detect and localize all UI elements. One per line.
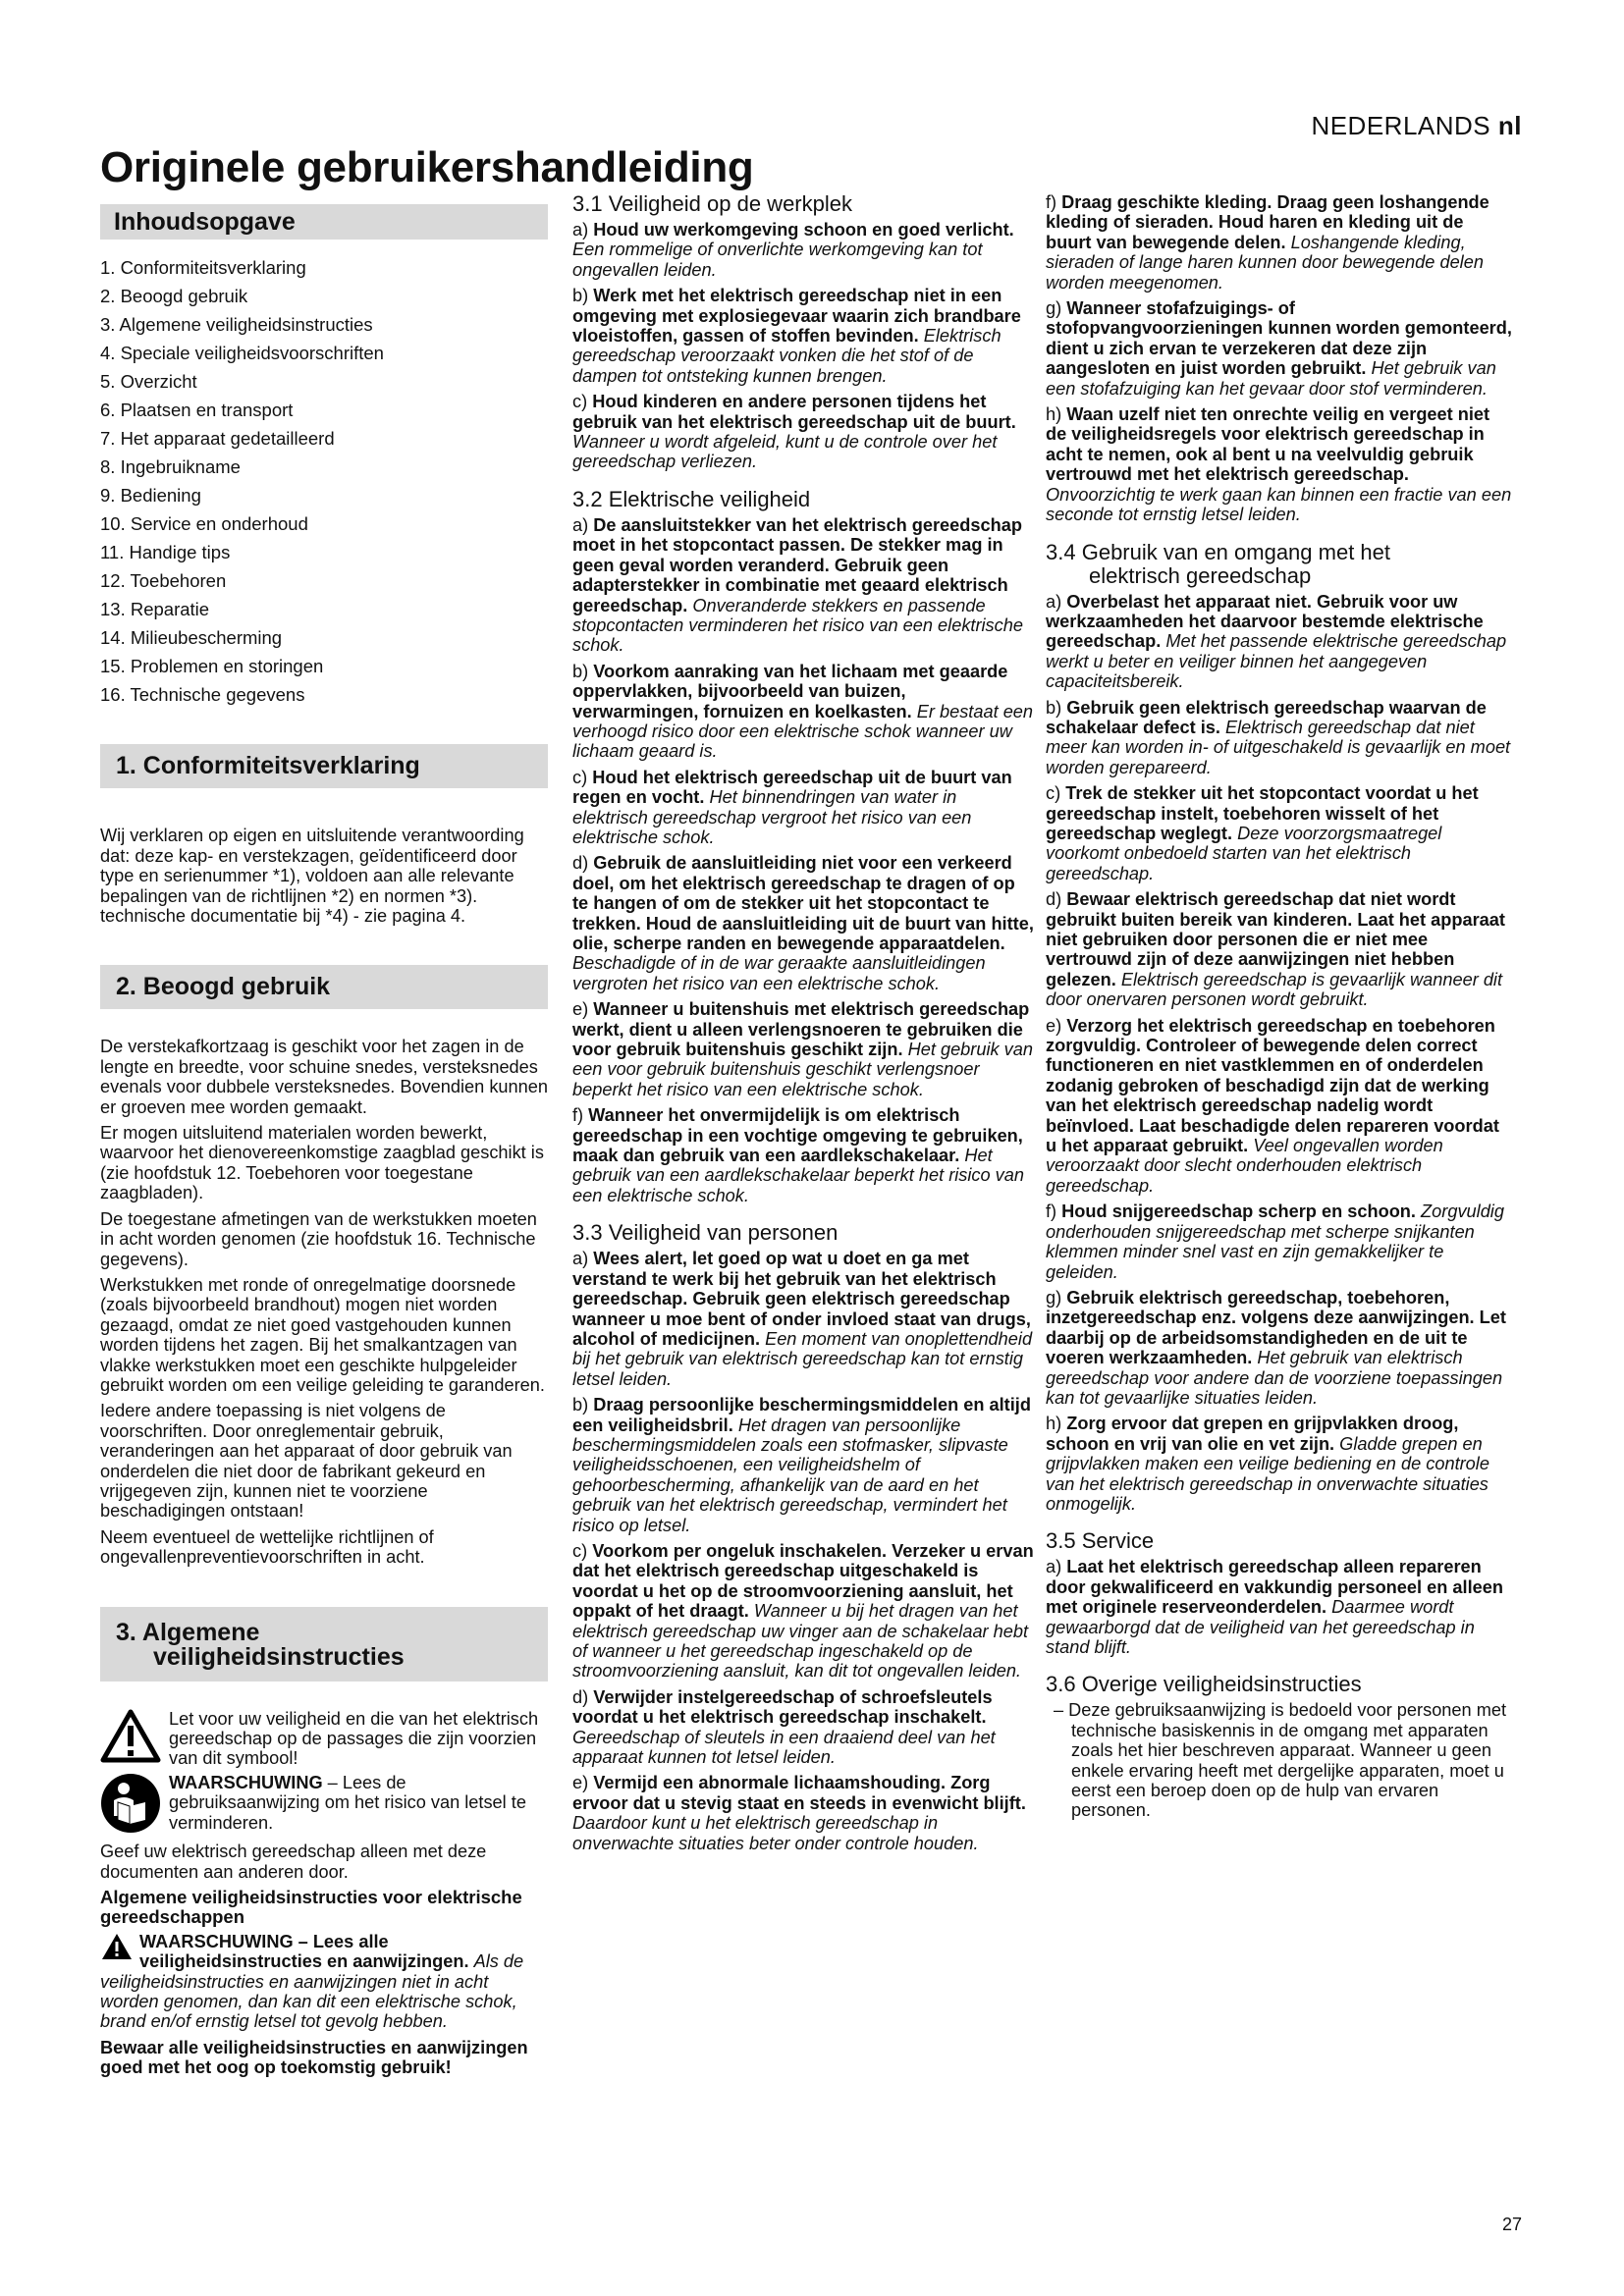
section-2-p4: Werkstukken met ronde of onregelmatige doorsnede (zoals bijvoorbeeld brandhout) mogen niet worden gezaagd, omdat ze niet goed vastgehouden kunnen worden tijdens het zagen. Bij het smalkantzagen van vlakke werkstukken moet een geschikte hulpgeleider gebruikt worden om een veilige geleiding te garanderen.	[100, 1274, 545, 1395]
column-2	[572, 192, 1034, 1859]
toc-item[interactable]: 14. Milieubescherming	[100, 627, 283, 649]
toc-item[interactable]: 13. Reparatie	[100, 599, 210, 620]
s32-a: a) De aansluitstekker van het elektrisch gereedschap moet in het stopcontact passen. De stekker mag in geen geval worden veranderd. Gebruik geen adapterstekker in combinatie met geaard elektrisch gereedschap. Onveranderde stekkers en passende stopcontacten verminderen het risico van een elektrische schok.	[572, 514, 1023, 656]
section-3-heading: 3. Algemene veiligheidsinstructies	[100, 1607, 548, 1682]
s34-a: a) Overbelast het apparaat niet. Gebruik voor uw werkzaamheden het daarvoor bestemde elektrische gereedschap. Met het passende elektrische gereedschap werkt u beter en veiliger binnen het aangegeven capaciteitsbereik.	[1046, 591, 1507, 692]
toc-item[interactable]: 11. Handige tips	[100, 542, 231, 563]
warning-note-3: WAARSCHUWING – Lees alle veiligheidsinstructies en aanwijzingen. Als de veiligheidsinstructies en aanwijzingen niet in acht worden genomen, dan kan dit een elektrische schok, brand en/of ernstig letsel tot gevolg hebben.	[100, 1931, 524, 2032]
column-1	[100, 192, 548, 2084]
section-1-text: Wij verklaren op eigen en uitsluitende verantwoording dat: deze kap- en verstekzagen, geïdentificeerd door type en serienummer *1), voldoen aan alle relevante bepalingen van de richtlijnen *2) en normen *3). technische documentatie bij *4) - zie pagina 4.	[100, 826, 524, 927]
section-3-final: Bewaar alle veiligheidsinstructies en aanwijzingen goed met het oog op toekomstig gebruik!	[100, 2037, 528, 2078]
toc-item[interactable]: 6. Plaatsen en transport	[100, 400, 294, 421]
s34-h: h) Zorg ervoor dat grepen en grijpvlakken droog, schoon en vrij van olie en vet zijn. Gladde grepen en grijpvlakken maken een veilige bediening en de controle van het elektrisch gereedschap in onverwachte situaties onmogelijk.	[1046, 1414, 1489, 1514]
toc-item[interactable]: 3. Algemene veiligheidsinstructies	[100, 314, 373, 336]
s31-a: a) Houd uw werkomgeving schoon en goed verlicht. Een rommelige of onverlichte werkomgeving kan tot ongevallen leiden.	[572, 220, 1014, 280]
warning-triangle-small-icon	[100, 1932, 134, 1965]
toc-item[interactable]: 8. Ingebruikname	[100, 456, 241, 478]
toc-item[interactable]: 10. Service en onderhoud	[100, 513, 308, 535]
subsection-3-6-heading: 3.6 Overige veiligheidsinstructies	[1046, 1672, 1362, 1697]
s36-item: – Deze gebruiksaanwijzing is bedoeld voor personen met technische basiskennis in de omgang met apparaten zoals het hier beschreven apparaat. Wanneer u geen enkele ervaring heeft met dergelijke apparaten, moet u eerst een beroep doen op de hulp van ervaren personen.	[1054, 1700, 1507, 1821]
subsection-3-1-heading: 3.1 Veiligheid op de werkplek	[572, 191, 852, 216]
s34-b: b) Gebruik geen elektrisch gereedschap waarvan de schakelaar defect is. Elektrisch gereedschap dat niet meer kan worden in- of uitgeschakeld is gevaarlijk en moet worden gerepareerd.	[1046, 697, 1511, 777]
s34-c: c) Trek de stekker uit het stopcontact voordat u het gereedschap instelt, toebehoren wisselt of het gereedschap weglegt. Deze voorzorgsmaatregel voorkomt onbedoeld starten van het elektrisch gereedschap.	[1046, 783, 1479, 883]
section-2-p2: Er mogen uitsluitend materialen worden bewerkt, waarvoor het dienovereenkomstige zaagblad geschikt is (zie hoofdstuk 12. Toebehoren voor toegestane zaagbladen).	[100, 1123, 544, 1203]
s33-d: d) Verwijder instelgereedschap of schroefsleutels voordat u het elektrisch gereedschap inschakelt. Gereedschap of sleutels in een draaiend deel van het apparaat kunnen tot letsel leiden.	[572, 1686, 996, 1768]
section-3-sub1: Algemene veiligheidsinstructies voor elektrische gereedschappen	[100, 1887, 522, 1928]
s33-e: e) Vermijd een abnormale lichaamshouding. Zorg ervoor dat u stevig staat en steeds in evenwicht blijft. Daardoor kunt u het elektrisch gereedschap in onverwachte situaties beter onder controle houden.	[572, 1773, 1026, 1853]
toc-item[interactable]: 4. Speciale veiligheidsvoorschriften	[100, 343, 384, 364]
subsection-3-3-heading: 3.3 Veiligheid van personen	[572, 1220, 839, 1246]
toc-list	[100, 253, 548, 709]
subsection-3-5-heading: 3.5 Service	[1046, 1528, 1155, 1554]
warning-triangle-icon	[100, 1709, 161, 1768]
toc-item[interactable]: 15. Problemen en storingen	[100, 656, 324, 677]
s34-e: e) Verzorg het elektrisch gereedschap en toebehoren zorgvuldig. Controleer of bewegende delen correct functioneren en niet vastklemmen en of onderdelen zodanig gebroken of beschadigd zijn dat de werking van het elektrisch gereedschap nadelig wordt beïnvloed. Laat beschadigde delen repareren voordat u het apparaat gebruikt. Veel ongevallen worden veroorzaakt door slecht onderhouden elektrisch gereedschap.	[1046, 1015, 1499, 1196]
s35-a: a) Laat het elektrisch gereedschap alleen repareren door gekwalificeerd en vakkundig personeel en alleen met originele reserveonderdelen. Daarmee wordt gewaarborgd dat de veiligheid van het gereedschap in stand blijft.	[1046, 1557, 1503, 1657]
toc-item[interactable]: 7. Het apparaat gedetailleerd	[100, 428, 335, 450]
language-header: NEDERLANDS nl	[1311, 111, 1522, 140]
s33-b: b) Draag persoonlijke beschermingsmiddelen en altijd een veiligheidsbril. Het dragen van persoonlijke beschermingsmiddelen zoals een stofmasker, slipvaste veiligheidsschoenen, een veiligheidshelm of gehoorbescherming, afhankelijk van de aard en het gebruik van het elektrisch gereedschap, vermindert het risico op letsel.	[572, 1395, 1031, 1535]
subsection-3-2-heading: 3.2 Elektrische veiligheid	[572, 486, 811, 511]
section-1-heading: 1. Conformiteitsverklaring	[100, 744, 548, 788]
toc-heading: Inhoudsopgave	[100, 204, 548, 240]
section-2-p3: De toegestane afmetingen van de werkstukken moeten in acht worden genomen (zie hoofdstuk 16. Technische gegevens).	[100, 1208, 537, 1269]
section-2-p5: Iedere andere toepassing is niet volgens de voorschriften. Door onreglementair gebruik, veranderingen aan het apparaat of door gebruik van onderdelen die niet door de fabrikant gekeurd en vrijgegeven zijn, kunnen niet te voorziene beschadigingen ontstaan!	[100, 1401, 513, 1522]
s33-h: h) Waan uzelf niet ten onrechte veilig en vergeet niet de veiligheidsregels voor elektrisch gereedschap in acht te nemen, ook al bent u na veelvuldig gebruik vertrouwd met het elektrisch gereedschap. Onvoorzichtig te werk gaan kan binnen een fractie van een seconde tot ernstig letsel leiden.	[1046, 404, 1512, 525]
s34-d: d) Bewaar elektrisch gereedschap dat niet wordt gebruikt buiten bereik van kinderen. Laat het apparaat niet gebruiken door personen die er niet mee vertrouwd zijn of deze aanwijzingen niet hebben gelezen. Elektrisch gereedschap is gevaarlijk wanneer dit door onervaren personen wordt gebruikt.	[1046, 889, 1505, 1010]
section-2-heading: 2. Beoogd gebruik	[100, 965, 548, 1009]
s32-b: b) Voorkom aanraking van het lichaam met geaarde oppervlakken, bijvoorbeeld van buizen, verwarmingen, fornuizen en koelkasten. Er bestaat een verhoogd risico door een elektrische schok wanneer uw lichaam geaard is.	[572, 661, 1034, 762]
toc-item[interactable]: 12. Toebehoren	[100, 570, 227, 592]
toc-item[interactable]: 2. Beoogd gebruik	[100, 286, 248, 307]
column-3	[1046, 192, 1513, 1827]
read-manual-icon	[100, 1773, 161, 1838]
s32-d: d) Gebruik de aansluitleiding niet voor een verkeerd doel, om het elektrisch gereedschap te dragen of op te hangen of om de stekker uit het stopcontact te trekken. Houd de aansluitleiding uit de buurt van hitte, olie, scherpe randen en bewegende apparaatdelen. Beschadigde of in de war geraakte aansluitleidingen vergroten het risico van een elektrische schok.	[572, 853, 1034, 993]
toc-item[interactable]: 9. Bediening	[100, 485, 201, 507]
warning-note-2: WAARSCHUWING – Lees de gebruiksaanwijzing om het risico van letsel te verminderen.	[100, 1773, 548, 1838]
s34-f: f) Houd snijgereedschap scherp en schoon. Zorgvuldig onderhouden snijgereedschap met scherpe snijkanten klemmen minder snel vast en zijn gemakkelijker te geleiden.	[1046, 1201, 1504, 1282]
page-number: 27	[1501, 2215, 1522, 2234]
toc-item[interactable]: 5. Overzicht	[100, 371, 197, 393]
toc-item[interactable]: 16. Technische gegevens	[100, 684, 305, 706]
page-title: Originele gebruikershandleiding	[100, 143, 754, 191]
s33-f: f) Draag geschikte kleding. Draag geen loshangende kleding of sieraden. Houd haren en kleding uit de buurt van bewegende delen. Loshangende kleding, sieraden of lange haren kunnen door bewegende delen worden meegenomen.	[1046, 192, 1489, 293]
section-2-p6: Neem eventueel de wettelijke richtlijnen of ongevallenpreventievoorschriften in acht.	[100, 1526, 434, 1568]
subsection-3-4-heading: 3.4 Gebruik van en omgang met het elektrisch gereedschap	[1046, 539, 1391, 588]
s32-f: f) Wanneer het onvermijdelijk is om elektrisch gereedschap in een vochtige omgeving te gebruiken, maak dan gebruik van een aardlekschakelaar. Het gebruik van een aardlekschakelaar beperkt het risico van een elektrische schok.	[572, 1105, 1025, 1205]
warning-note-1: Let voor uw veiligheid en die van het elektrisch gereedschap op de passages die zijn voorzien van dit symbool!	[100, 1709, 548, 1769]
s34-g: g) Gebruik elektrisch gereedschap, toebehoren, inzetgereedschap enz. volgens deze aanwijzingen. Let daarbij op de arbeidsomstandigheden en de uit te voeren werkzaamheden. Het gebruik van elektrisch gereedschap voor andere dan de voorziene toepassingen kan tot gevaarlijke situaties leiden.	[1046, 1287, 1506, 1408]
s31-c: c) Houd kinderen en andere personen tijdens het gebruik van het elektrisch gereedschap uit de buurt. Wanneer u wordt afgeleid, kunt u de controle over het gereedschap verliezen.	[572, 392, 1016, 472]
s33-c: c) Voorkom per ongeluk inschakelen. Verzeker u ervan dat het elektrisch gereedschap uitgeschakeld is voordat u het op de stroomvoorziening aansluit, het oppakt of het draagt. Wanneer u bij het dragen van het elektrisch gereedschap uw vinger aan de schakelaar hebt of wanneer u het gereedschap ingeschakeld op de stroomvoorziening aansluit, kan dit tot ongevallen leiden.	[572, 1540, 1034, 1682]
s33-g: g) Wanneer stofafzuigings- of stofopvangvoorzieningen kunnen worden gemonteerd, dient u zich ervan te verzekeren dat deze zijn aangesloten en juist worden gebruikt. Het gebruik van een stofafzuiging kan het gevaar door stof verminderen.	[1046, 298, 1512, 399]
s33-a: a) Wees alert, let goed op wat u doet en ga met verstand te werk bij het gebruik van het elektrisch gereedschap. Gebruik geen elektrisch gereedschap wanneer u moe bent of onder invloed staat van drugs, alcohol of medicijnen. Een moment van onoplettendheid bij het gebruik van elektrisch gereedschap kan tot ernstig letsel leiden.	[572, 1249, 1033, 1389]
section-2-p1: De verstekafkortzaag is geschikt voor het zagen in de lengte en breedte, voor schuine snedes, versteksnedes evenals voor dubbele versteksnedes. Bovendien kunnen er groeven mee worden gemaakt.	[100, 1037, 549, 1117]
toc-item[interactable]: 1. Conformiteitsverklaring	[100, 257, 306, 279]
section-3-p1: Geef uw elektrisch gereedschap alleen met deze documenten aan anderen door.	[100, 1842, 487, 1882]
s32-c: c) Houd het elektrisch gereedschap uit de buurt van regen en vocht. Het binnendringen van water in elektrisch gereedschap vergroot het risico van een elektrische schok.	[572, 767, 1012, 847]
s31-b: b) Werk met het elektrisch gereedschap niet in een omgeving met explosiegevaar waarin zich brandbare vloeistoffen, gassen of stoffen bevinden. Elektrisch gereedschap veroorzaakt vonken die het stof of de dampen tot ontsteking kunnen brengen.	[572, 286, 1021, 386]
s32-e: e) Wanneer u buitenshuis met elektrisch gereedschap werkt, dient u alleen verlengsnoeren te gebruiken die voor gebruik buitenshuis geschikt zijn. Het gebruik van een voor gebruik buitenshuis geschikt verlengsnoer beperkt het risico van een elektrische schok.	[572, 999, 1033, 1099]
